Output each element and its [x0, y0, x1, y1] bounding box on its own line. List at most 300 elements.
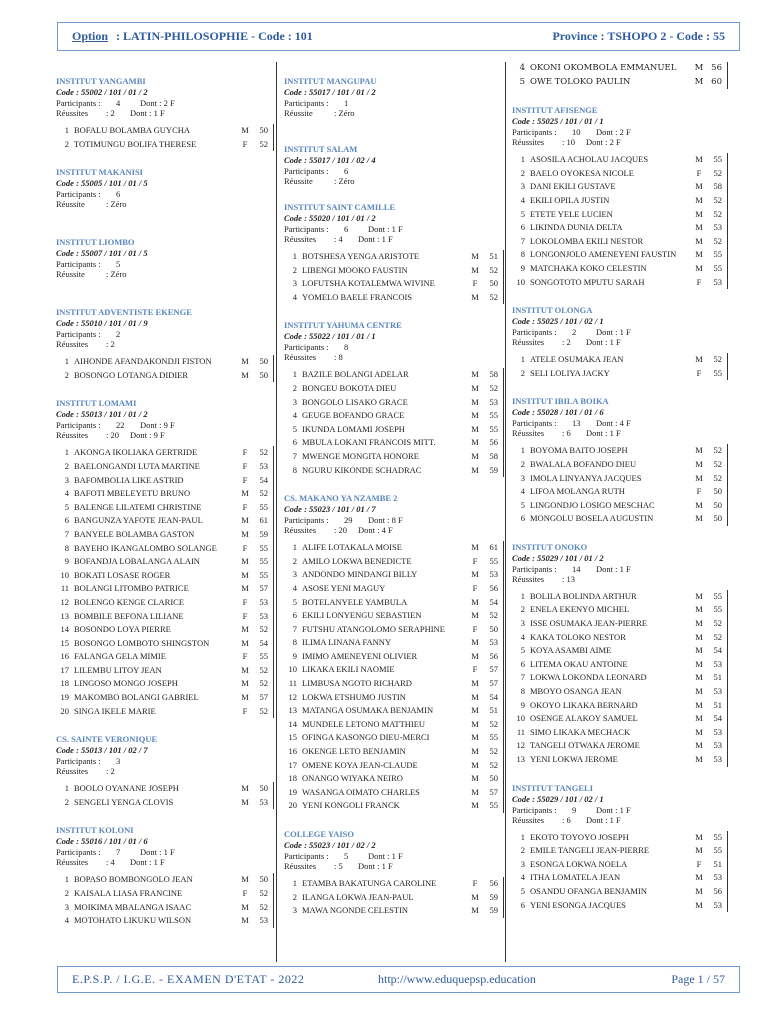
student-number: 20 — [60, 705, 69, 716]
student-sex: M — [471, 542, 479, 553]
school-code: Code : 55020 / 101 / 01 / 2 — [284, 213, 376, 223]
option-label[interactable]: Option — [72, 29, 109, 43]
student-name: LITEMA OKAU ANTOINE — [530, 658, 628, 669]
student-score: 55 — [713, 367, 722, 378]
student-name: ESONGA LOKWA NOELA — [530, 858, 628, 869]
student-sex: M — [241, 528, 249, 539]
row-rule — [268, 446, 274, 460]
student-name: OSENGE ALAKOY SAMUEL — [530, 713, 638, 724]
reussites-female: Dont : 1 F — [586, 814, 621, 825]
student-number: 1 — [292, 369, 297, 380]
student-row — [56, 796, 274, 810]
student-number: 2 — [520, 845, 525, 856]
student-row — [284, 663, 504, 677]
student-score: 53 — [489, 396, 498, 407]
student-name: AKONGA IKOLIAKA GERTRIDE — [74, 447, 198, 458]
student-number: 3 — [520, 181, 525, 192]
student-row — [512, 180, 728, 194]
row-rule — [268, 596, 274, 610]
student-score: 53 — [489, 569, 498, 580]
row-rule — [722, 472, 728, 486]
participants-count: 13 — [572, 418, 581, 429]
student-score: 61 — [489, 542, 498, 553]
student-row — [56, 446, 274, 460]
school-code: Code : 55013 / 101 / 02 / 7 — [56, 745, 148, 756]
school-name: COLLEGE YAISO — [284, 829, 354, 839]
reussites-label: Réussites — [56, 339, 89, 350]
student-number: 6 — [292, 437, 297, 448]
student-sex: M — [471, 569, 479, 580]
student-row — [56, 664, 274, 678]
student-score: 52 — [259, 664, 268, 675]
student-sex: M — [695, 845, 703, 856]
student-name: FALANGA GELA MIMIE — [74, 651, 166, 662]
student-score: 50 — [489, 623, 498, 634]
student-name: OFINGA KASONGO DIEU-MERCI — [302, 732, 430, 743]
participants-count: 14 — [572, 563, 581, 574]
student-number: 3 — [64, 474, 69, 485]
student-score: 52 — [713, 618, 722, 629]
participants-female: Dont : 1 F — [596, 563, 631, 574]
student-sex: M — [695, 831, 703, 842]
student-score: 52 — [259, 705, 268, 716]
reussites-count: : 6 — [562, 814, 571, 825]
student-score: 52 — [713, 445, 722, 456]
student-row — [56, 596, 274, 610]
student-score: 55 — [259, 501, 268, 512]
student-row — [56, 542, 274, 556]
row-rule — [722, 76, 728, 90]
participants-label: Participants : — [512, 327, 557, 338]
student-row — [284, 636, 504, 650]
student-row — [512, 603, 728, 617]
school-block — [56, 825, 274, 927]
student-row — [512, 844, 728, 858]
school-block — [512, 542, 728, 767]
student-number: 2 — [292, 264, 297, 275]
row-rule — [498, 409, 504, 423]
row-rule — [498, 291, 504, 305]
student-row — [284, 891, 504, 905]
student-number: 2 — [520, 167, 525, 178]
student-sex: F — [242, 705, 248, 716]
student-number: 12 — [516, 740, 525, 751]
student-number: 7 — [64, 528, 69, 539]
student-score: 50 — [259, 874, 268, 885]
reussites-count: : 10 — [562, 137, 575, 148]
student-name: AIHONDE AFANDAKONDJI FISTON — [74, 356, 212, 367]
participants-label: Participants : — [284, 224, 329, 234]
student-number: 8 — [520, 686, 525, 697]
reussites-label: Réussite — [284, 176, 313, 186]
student-name: LOKOLOMBA EKILI NESTOR — [530, 235, 644, 246]
student-row — [512, 248, 728, 262]
school-code: Code : 55025 / 101 / 02 / 1 — [512, 316, 604, 327]
student-score: 56 — [489, 650, 498, 661]
row-rule — [268, 610, 274, 624]
student-number: 13 — [288, 705, 297, 716]
student-row — [284, 759, 504, 773]
student-number: 5 — [292, 596, 297, 607]
reussites-line — [284, 176, 504, 186]
row-rule — [722, 167, 728, 181]
student-score: 52 — [489, 718, 498, 729]
province-label: Province : TSHOPO 2 - Code : 55 — [552, 29, 725, 43]
student-name: ONANGO WIYAKA NEIRO — [302, 773, 403, 784]
student-number: 4 — [292, 410, 297, 421]
student-list — [512, 353, 728, 380]
student-number: 3 — [292, 569, 297, 580]
student-row — [284, 718, 504, 732]
row-rule — [722, 739, 728, 753]
row-rule — [268, 705, 274, 719]
student-score: 57 — [489, 664, 498, 675]
student-name: BOTELANYELE YAMBULA — [302, 596, 408, 607]
school-code: Code : 55022 / 101 / 01 / 1 — [284, 331, 376, 342]
student-row — [56, 901, 274, 915]
student-number: 2 — [520, 604, 525, 615]
student-number: 10 — [516, 713, 525, 724]
student-name: TANGELI OTWAKA JEROME — [530, 740, 640, 751]
column-divider — [505, 62, 506, 962]
reussites-count: : 8 — [334, 352, 343, 363]
student-sex: F — [242, 610, 248, 621]
school-name: INSTITUT SAINT CAMILLE — [284, 202, 396, 212]
student-name: WASANGA OIMATO CHARLES — [302, 786, 420, 797]
student-number: 10 — [516, 276, 525, 287]
student-number: 1 — [64, 874, 69, 885]
student-name: BANYELE BOLAMBA GASTON — [74, 528, 195, 539]
participants-line — [56, 420, 274, 430]
student-row — [512, 485, 728, 499]
school-code: Code : 55029 / 101 / 01 / 2 — [512, 552, 604, 563]
footer-exam-label: E.P.S.P. / I.G.E. - EXAMEN D'ETAT - 2022 — [72, 972, 305, 986]
student-number: 16 — [288, 746, 297, 757]
reussites-label: Réussites — [56, 430, 89, 441]
student-sex: M — [471, 423, 479, 434]
student-number: 6 — [64, 515, 69, 526]
student-score: 56 — [489, 582, 498, 593]
student-list — [284, 250, 504, 304]
row-rule — [498, 904, 504, 918]
student-sex: F — [242, 651, 248, 662]
student-number: 6 — [520, 899, 525, 910]
school-name: INSTITUT MANGUPAU — [284, 76, 377, 86]
student-row — [512, 153, 728, 167]
participants-label: Participants : — [512, 127, 557, 138]
row-rule — [268, 528, 274, 542]
participants-label: Participants : — [284, 166, 329, 176]
student-score: 52 — [489, 382, 498, 393]
student-score: 52 — [713, 194, 722, 205]
row-rule — [268, 637, 274, 651]
student-sex: M — [695, 458, 703, 469]
student-name: ITHA LOMATELA JEAN — [530, 872, 621, 883]
student-sex: M — [695, 472, 703, 483]
row-rule — [268, 677, 274, 691]
student-sex: M — [471, 800, 479, 811]
participants-line — [56, 329, 274, 339]
student-number: 2 — [292, 555, 297, 566]
student-name: BOPASO BOMBONGOLO JEAN — [74, 874, 193, 885]
student-number: 20 — [288, 800, 297, 811]
student-sex: M — [695, 262, 703, 273]
participants-line — [512, 805, 728, 815]
participants-label: Participants : — [56, 259, 101, 270]
school-code: Code : 55007 / 101 / 01 / 5 — [56, 248, 148, 259]
student-score: 54 — [259, 474, 268, 485]
school-code: Code : 55028 / 101 / 01 / 6 — [512, 407, 604, 418]
row-rule — [498, 745, 504, 759]
student-name: LINGOSO MONGO JOSEPH — [74, 678, 178, 689]
student-number: 14 — [60, 624, 69, 635]
student-score: 54 — [489, 691, 498, 702]
row-rule — [722, 367, 728, 381]
student-row — [284, 904, 504, 918]
school-name: INSTITUT YANGAMBI — [56, 76, 146, 86]
student-row — [512, 726, 728, 740]
student-row — [56, 887, 274, 901]
student-number: 1 — [64, 125, 69, 135]
footer-website-link[interactable]: http://www.eduquepsp.education — [378, 972, 536, 986]
participants-female: Dont : 1 F — [596, 327, 631, 338]
student-number: 5 — [520, 645, 525, 656]
row-rule — [268, 138, 274, 152]
participants-line — [512, 327, 728, 337]
student-name: BANGUNZA YAFOTE JEAN-PAUL — [74, 515, 203, 526]
student-number: 5 — [520, 499, 525, 510]
reussites-count: : 2 — [106, 339, 115, 350]
student-row — [512, 739, 728, 753]
student-score: 54 — [713, 713, 722, 724]
student-sex: M — [695, 872, 703, 883]
student-row — [284, 291, 504, 305]
row-rule — [722, 712, 728, 726]
school-block — [512, 105, 728, 289]
participants-line — [284, 851, 504, 861]
student-score: 50 — [713, 486, 722, 497]
student-name: ANDONDO MINDANGI BILLY — [302, 569, 418, 580]
reussites-line — [56, 430, 274, 440]
student-row — [284, 368, 504, 382]
participants-count: 2 — [572, 327, 577, 338]
participants-label: Participants : — [56, 329, 101, 340]
column-1 — [56, 62, 274, 960]
student-row — [512, 858, 728, 872]
student-row — [284, 436, 504, 450]
participants-count: 1 — [344, 98, 349, 108]
student-score: 57 — [489, 786, 498, 797]
student-sex: M — [241, 125, 249, 135]
student-row — [56, 705, 274, 719]
student-sex: M — [471, 464, 479, 475]
student-sex: F — [696, 367, 702, 378]
student-number: 1 — [520, 354, 525, 365]
student-score: 54 — [489, 596, 498, 607]
student-sex: M — [695, 249, 703, 260]
school-code: Code : 55025 / 101 / 01 / 1 — [512, 116, 604, 127]
row-rule — [498, 877, 504, 891]
reussites-label: Réussites — [284, 525, 317, 536]
student-row — [512, 276, 728, 290]
student-number: 17 — [288, 759, 297, 770]
row-rule — [722, 844, 728, 858]
row-rule — [722, 644, 728, 658]
participants-female: Dont : 1 F — [140, 847, 175, 858]
row-rule — [498, 636, 504, 650]
student-score: 52 — [489, 264, 498, 275]
student-sex: F — [242, 447, 248, 458]
school-block — [284, 202, 504, 304]
student-number: 11 — [516, 726, 525, 737]
student-row — [512, 499, 728, 513]
student-sex: M — [471, 610, 479, 621]
student-score: 53 — [259, 596, 268, 607]
reussites-female: Dont : 2 F — [586, 137, 621, 148]
student-score: 52 — [713, 167, 722, 178]
student-sex: M — [241, 515, 249, 526]
reussites-label: Réussites — [512, 337, 545, 348]
student-sex: M — [241, 678, 249, 689]
student-number: 6 — [292, 610, 297, 621]
student-name: LIKAKA EKILI NAOMIE — [302, 664, 395, 675]
reussites-count: : Zéro — [334, 108, 355, 118]
page-footer — [57, 966, 740, 993]
reussites-line — [56, 199, 274, 209]
participants-line — [512, 418, 728, 428]
student-score: 51 — [489, 251, 498, 261]
student-sex: M — [695, 899, 703, 910]
student-sex: F — [696, 276, 702, 287]
student-row — [56, 569, 274, 583]
student-name: TOTIMUNGU BOLIFA THERESE — [74, 138, 197, 149]
row-rule — [498, 650, 504, 664]
row-rule — [268, 124, 274, 138]
student-name: KOYA ASAMBI AIME — [530, 645, 612, 656]
student-row — [284, 464, 504, 478]
student-score: 52 — [713, 354, 722, 365]
student-number: 2 — [64, 888, 69, 899]
school-name: INSTITUT SALAM — [284, 144, 358, 154]
reussites-count: : 4 — [106, 857, 115, 868]
student-row — [512, 367, 728, 381]
row-rule — [268, 474, 274, 488]
school-name: INSTITUT LIOMBO — [56, 237, 135, 248]
student-number: 2 — [64, 460, 69, 471]
student-name: SIMO LIKAKA MECHACK — [530, 726, 631, 737]
student-name: SELI LOLIYA JACKY — [530, 367, 610, 378]
student-row — [512, 658, 728, 672]
student-row — [284, 650, 504, 664]
student-row — [512, 885, 728, 899]
participants-count: 22 — [116, 420, 125, 431]
student-sex: M — [241, 796, 249, 807]
student-score: 53 — [259, 796, 268, 807]
student-sex: F — [242, 460, 248, 471]
student-sex: F — [696, 858, 702, 869]
student-sex: M — [695, 713, 703, 724]
reussites-line — [284, 861, 504, 871]
row-rule — [722, 153, 728, 167]
student-sex: M — [695, 631, 703, 642]
student-name: YENI KONGOLI FRANCK — [302, 800, 400, 811]
student-row — [512, 444, 728, 458]
row-rule — [268, 569, 274, 583]
student-name: BAFOMBOLIA LIKE ASTRID — [74, 474, 184, 485]
row-rule — [498, 277, 504, 291]
student-number: 4 — [519, 63, 525, 73]
student-sex: M — [241, 369, 249, 380]
student-row — [284, 541, 504, 555]
student-number: 1 — [292, 542, 297, 553]
student-score: 58 — [489, 369, 498, 380]
participants-count: 6 — [116, 189, 121, 200]
student-score: 50 — [713, 499, 722, 510]
participants-label: Participants : — [56, 756, 101, 767]
student-row — [512, 458, 728, 472]
student-number: 3 — [292, 396, 297, 407]
student-number: 1 — [292, 878, 297, 888]
row-rule — [268, 514, 274, 528]
student-score: 52 — [489, 746, 498, 757]
student-row — [284, 555, 504, 569]
student-name: MATANGA OSUMAKA BENJAMIN — [302, 705, 434, 716]
student-name: IMIMO AMENEYENI OLIVIER — [302, 650, 418, 661]
student-name: OKONI OKOMBOLA EMMANUEL — [530, 63, 677, 73]
student-score: 55 — [713, 262, 722, 273]
student-score: 53 — [489, 637, 498, 648]
row-rule — [498, 464, 504, 478]
reussites-label: Réussite — [284, 108, 313, 118]
student-score: 51 — [713, 699, 722, 710]
student-name: ISSE OSUMAKA JEAN-PIERRE — [530, 618, 648, 629]
student-score: 50 — [489, 773, 498, 784]
page-header — [57, 22, 740, 51]
row-rule — [722, 512, 728, 526]
student-sex: F — [472, 582, 478, 593]
participants-label: Participants : — [56, 847, 101, 858]
student-number: 3 — [64, 901, 69, 912]
reussites-label: Réussites — [56, 857, 89, 868]
school-name: INSTITUT TANGELI — [512, 782, 594, 793]
participants-count: 4 — [116, 98, 121, 108]
row-rule — [722, 753, 728, 767]
reussites-line — [56, 857, 274, 867]
student-list — [512, 590, 728, 767]
school-name: INSTITUT IBILA BOIKA — [512, 396, 609, 407]
student-score: 55 — [489, 410, 498, 421]
reussites-female: Dont : 1 F — [130, 857, 165, 868]
student-sex: M — [471, 382, 479, 393]
student-row — [284, 704, 504, 718]
student-sex: M — [695, 686, 703, 697]
student-score: 52 — [259, 624, 268, 635]
school-code: Code : 55005 / 101 / 01 / 5 — [56, 178, 148, 189]
row-rule — [722, 899, 728, 913]
student-number: 13 — [60, 610, 69, 621]
student-number: 1 — [64, 447, 69, 458]
student-name: LOKWA LOKONDA LEONARD — [530, 672, 647, 683]
student-name: BAELONGANDI LUTA MARTINE — [74, 460, 200, 471]
student-sex: M — [694, 76, 704, 87]
participants-count: 2 — [116, 329, 121, 340]
row-rule — [722, 235, 728, 249]
row-rule — [268, 782, 274, 796]
student-name: LINGONDJO LOSIGO MESCHAC — [530, 499, 655, 510]
student-score: 51 — [713, 858, 722, 869]
student-name: BOSONGO LOMBOTO SHINGSTON — [74, 637, 210, 648]
student-score: 55 — [259, 651, 268, 662]
